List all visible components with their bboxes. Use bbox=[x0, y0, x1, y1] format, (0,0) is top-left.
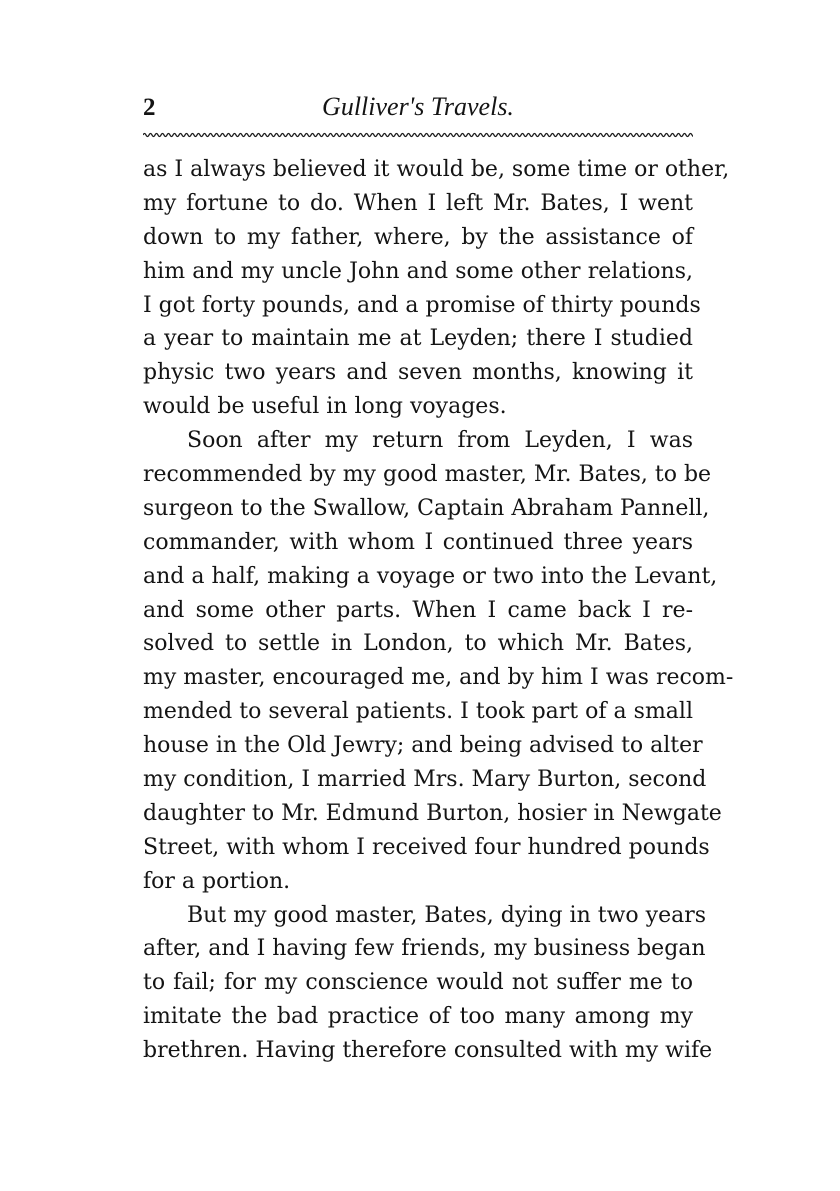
wavy-rule bbox=[143, 131, 693, 139]
text-line: and a half, making a voyage or two into the Levant, bbox=[143, 563, 718, 589]
text-line: commander, with whom I continued three years bbox=[143, 529, 693, 555]
page-number: 2 bbox=[143, 94, 156, 121]
text-line: recommended by my good master, Mr. Bates, to be bbox=[143, 462, 712, 488]
text-line: solved to settle in London, to which Mr. Bates, bbox=[143, 631, 693, 657]
text-line: would be useful in long voyages. bbox=[143, 394, 507, 420]
text-line: brethren. Having therefore consulted with my wife bbox=[143, 1038, 713, 1064]
text-line: down to my father, where, by the assistance of bbox=[143, 224, 693, 250]
text-line: my master, encouraged me, and by him I was recom- bbox=[143, 665, 734, 691]
text-line: and some other parts. When I came back I re- bbox=[143, 597, 693, 623]
text-line: my condition, I married Mrs. Mary Burton, second bbox=[143, 767, 707, 793]
paragraph bbox=[143, 899, 713, 1068]
text-line: house in the Old Jewry; and being advised to alter bbox=[143, 733, 703, 759]
text-line: But my good master, Bates, dying in two years bbox=[187, 902, 707, 928]
paragraph bbox=[143, 153, 730, 424]
text-line: mended to several patients. I took part of a small bbox=[143, 699, 693, 725]
body-text bbox=[143, 153, 734, 1068]
text-line: my fortune to do. When I left Mr. Bates, I went bbox=[143, 190, 693, 216]
page-header bbox=[143, 92, 693, 126]
text-line: for a portion. bbox=[143, 868, 291, 894]
text-line: physic two years and seven months, knowing it bbox=[143, 360, 693, 386]
text-line: surgeon to the Swallow, Captain Abraham Pannell, bbox=[143, 495, 710, 521]
text-line: Street, with whom I received four hundred pounds bbox=[143, 834, 710, 860]
text-line: to fail; for my conscience would not suffer me to bbox=[143, 970, 693, 996]
text-line: Soon after my return from Leyden, I was bbox=[187, 428, 693, 454]
running-title: Gulliver's Travels. bbox=[322, 92, 514, 121]
text-line: daughter to Mr. Edmund Burton, hosier in Newgate bbox=[143, 800, 722, 826]
text-line: I got forty pounds, and a promise of thirty pounds bbox=[143, 292, 701, 318]
text-line: as I always believed it would be, some time or other, bbox=[143, 157, 730, 182]
text-line: imitate the bad practice of too many among my bbox=[143, 1004, 693, 1030]
paragraph bbox=[143, 424, 734, 898]
text-line: a year to maintain me at Leyden; there I studied bbox=[143, 326, 693, 352]
text-line: him and my uncle John and some other relations, bbox=[143, 258, 693, 284]
text-line: after, and I having few friends, my business began bbox=[143, 936, 706, 962]
